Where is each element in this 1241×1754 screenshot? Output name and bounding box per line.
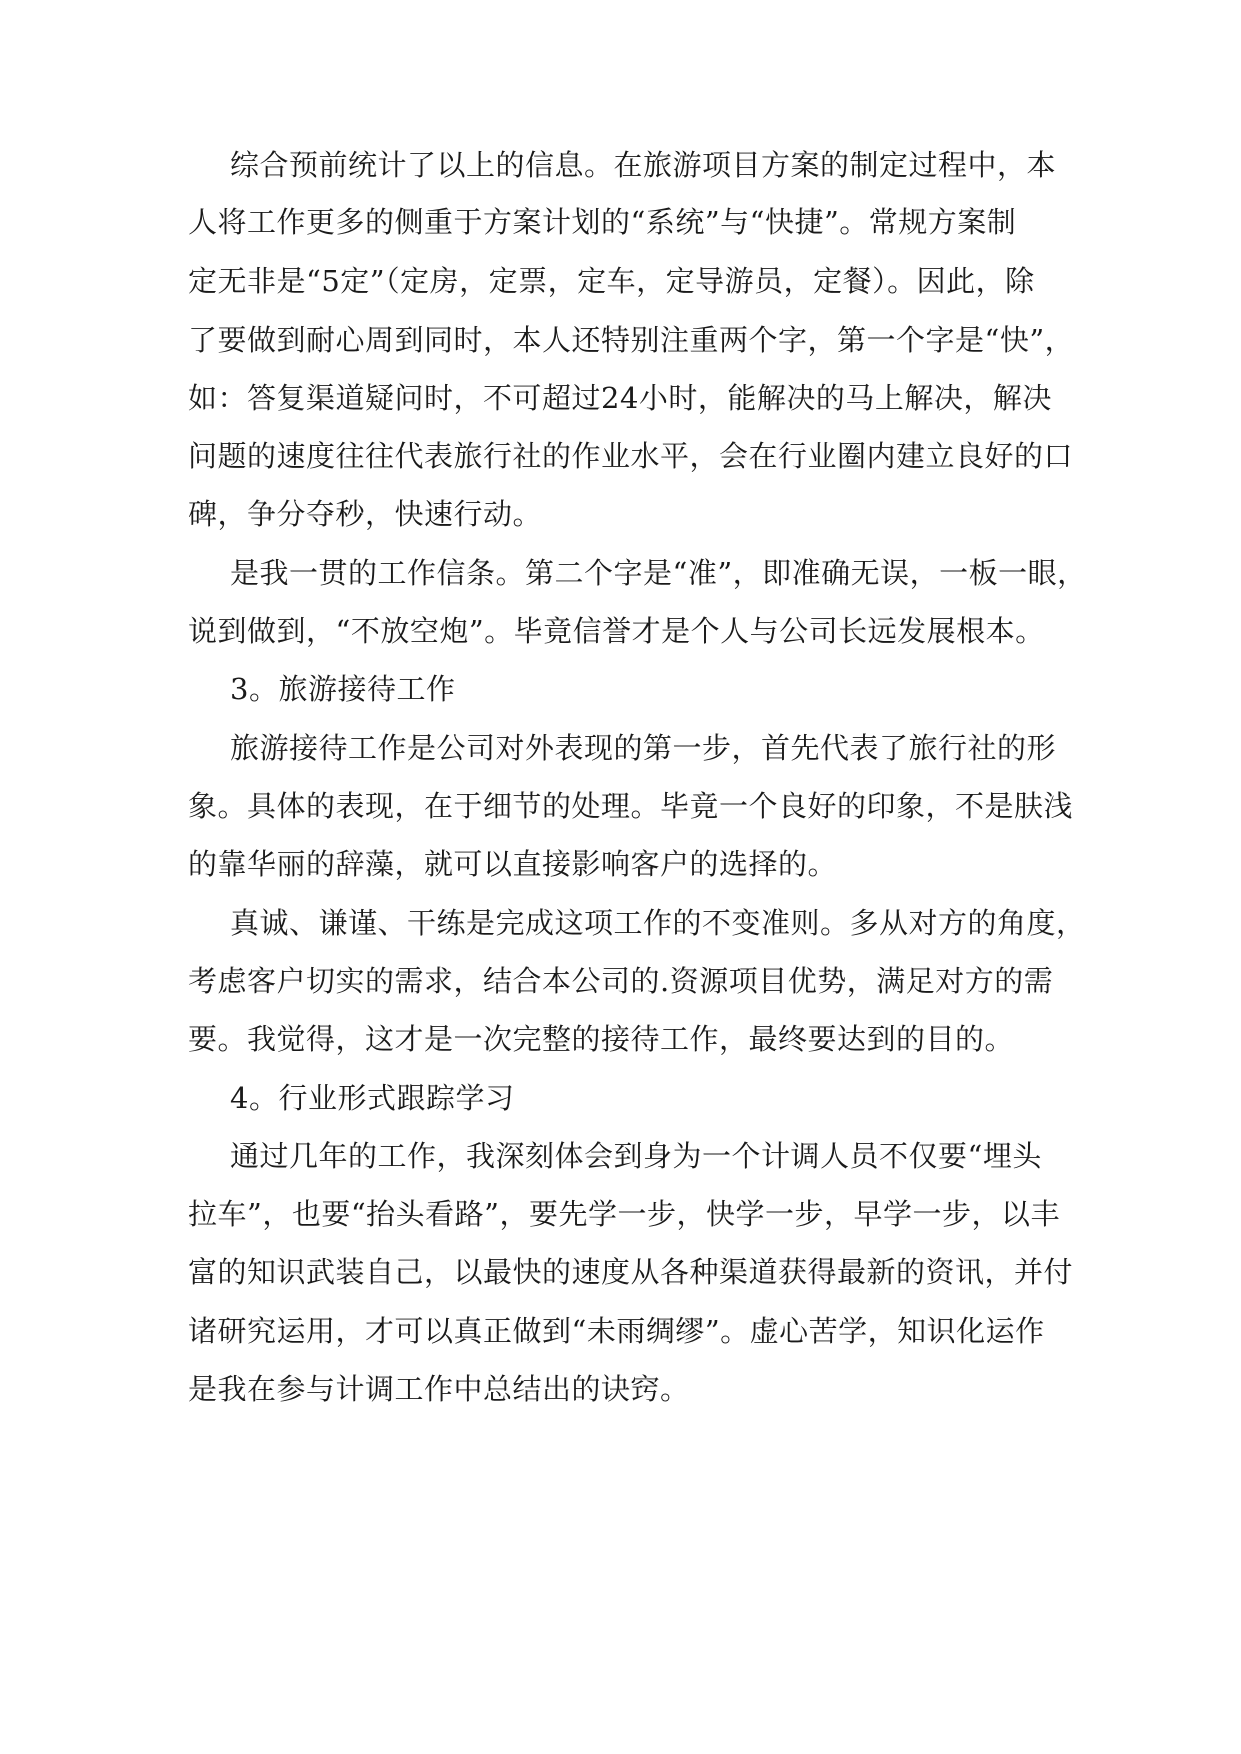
paragraph-5-line-5: 是我在参与计调工作中总结出的诀窍。 xyxy=(188,1372,690,1406)
paragraph-5-line-4: 诸研究运用，才可以真正做到“未雨绸缪”。虚心苦学，知识化运作 xyxy=(188,1314,1045,1348)
paragraph-3-line-3: 的靠华丽的辞藻，就可以直接影响客户的选择的。 xyxy=(188,847,838,881)
paragraph-5-line-1: 通过几年的工作，我深刻体会到身为一个计调人员不仅要“埋头 xyxy=(230,1139,1042,1173)
paragraph-1-line-1: 综合预前统计了以上的信息。在旅游项目方案的制定过程中，本 xyxy=(230,148,1057,182)
paragraph-5-line-3: 富的知识武装自己，以最快的速度从各种渠道获得最新的资讯，并付 xyxy=(188,1255,1074,1289)
section-heading-3: 3。旅游接待工作 xyxy=(230,672,456,706)
paragraph-1-line-2: 人将工作更多的侧重于方案计划的“系统”与“快捷”。常规方案制 xyxy=(188,205,1017,239)
paragraph-3-line-2: 象。具体的表现，在于细节的处理。毕竟一个良好的印象，不是肤浅 xyxy=(188,789,1074,823)
paragraph-4-line-1: 真诚、谦谨、干练是完成这项工作的不变准则。多从对方的角度， xyxy=(230,906,1086,940)
paragraph-1-line-3: 定无非是“5定”（定房，定票，定车，定导游员，定餐）。因此，除 xyxy=(188,264,1035,298)
paragraph-3-line-1: 旅游接待工作是公司对外表现的第一步，首先代表了旅行社的形 xyxy=(230,731,1057,765)
paragraph-1-line-6: 问题的速度往往代表旅行社的作业水平，会在行业圈内建立良好的口 xyxy=(188,439,1074,473)
paragraph-1-line-5: 如：答复渠道疑问时，不可超过24小时，能解决的马上解决，解决 xyxy=(188,381,1052,415)
paragraph-4-line-3: 要。我觉得，这才是一次完整的接待工作，最终要达到的目的。 xyxy=(188,1022,1015,1056)
paragraph-1-line-7: 碑，争分夺秒，快速行动。 xyxy=(188,497,543,531)
paragraph-1-line-4: 了要做到耐心周到同时，本人还特别注重两个字，第一个字是“快”， xyxy=(188,323,1075,357)
section-heading-4: 4。行业形式跟踪学习 xyxy=(230,1081,515,1115)
paragraph-4-line-2: 考虑客户切实的需求，结合本公司的.资源项目优势，满足对方的需 xyxy=(188,964,1054,998)
paragraph-2-line-2: 说到做到，“不放空炮”。毕竟信誉才是个人与公司长远发展根本。 xyxy=(188,614,1045,648)
paragraph-2-line-1: 是我一贯的工作信条。第二个字是“准”，即准确无误，一板一眼， xyxy=(230,556,1087,590)
paragraph-5-line-2: 拉车”，也要“抬头看路”，要先学一步，快学一步，早学一步，以丰 xyxy=(188,1197,1060,1231)
